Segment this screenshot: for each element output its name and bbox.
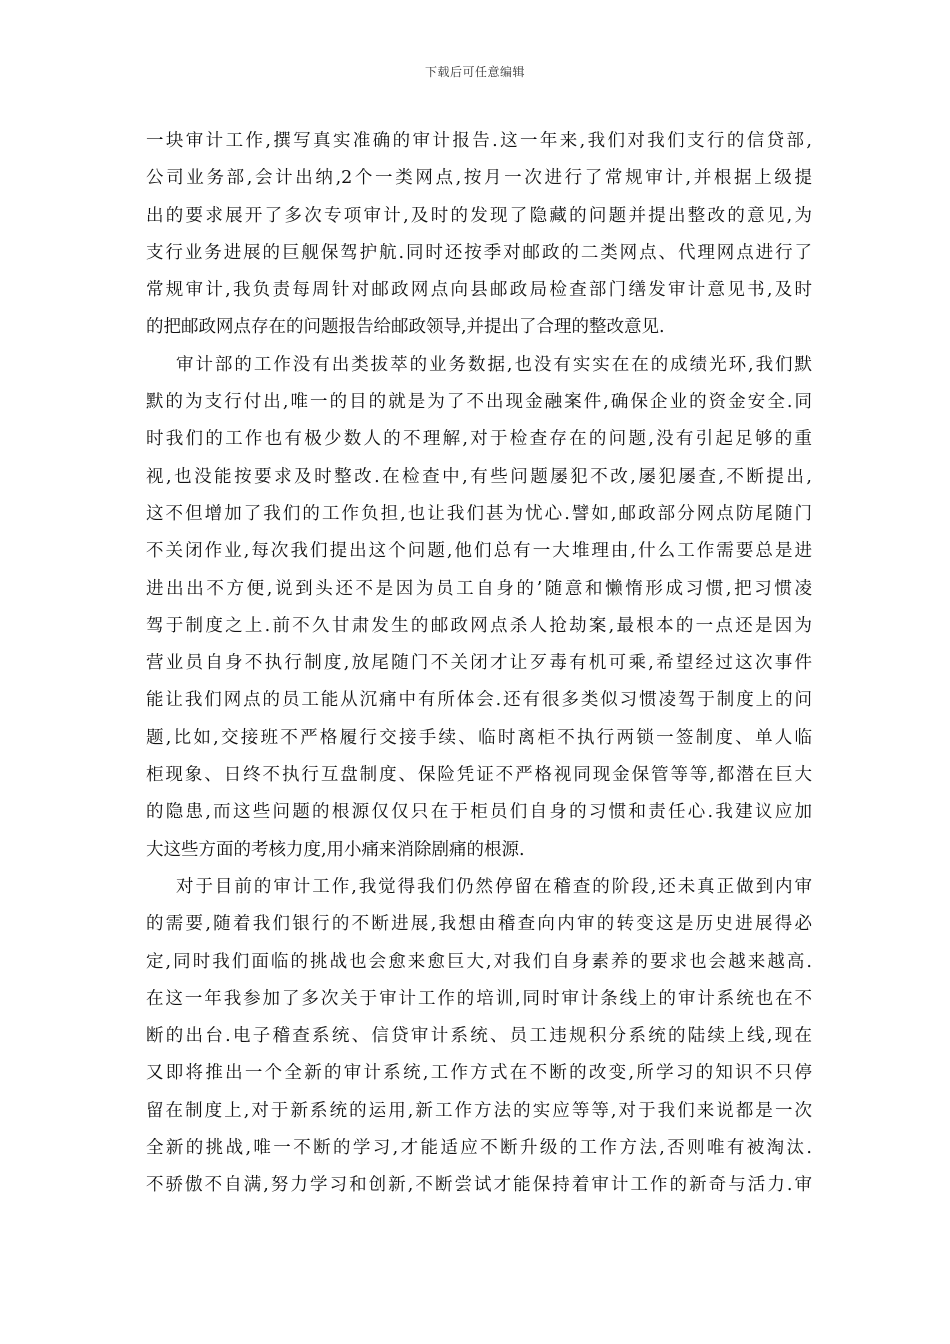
document-body — [146, 123, 812, 1205]
text-line: 的把邮政网点存在的问题报告给邮政领导,并提出了合理的整改意见. — [146, 317, 665, 338]
paragraph-3 — [146, 869, 812, 1205]
text-line: 进出出不方便,说到头还不是因为员工自身的’随意和懒惰形成习惯,把习惯凌 — [146, 578, 812, 599]
text-line: 视,也没能按要求及时整改.在检查中,有些问题屡犯不改,屡犯屡查,不断提出, — [146, 466, 812, 487]
text-line: 时我们的工作也有极少数人的不理解,对于检查存在的问题,没有引起足够的重 — [146, 429, 812, 450]
text-line: 定,同时我们面临的挑战也会愈来愈巨大,对我们自身素养的要求也会越来越高. — [146, 951, 812, 972]
text-line: 营业员自身不执行制度,放尾随门不关闭才让歹毒有机可乘,希望经过这次事件 — [146, 653, 812, 674]
text-line: 一块审计工作,撰写真实准确的审计报告.这一年来,我们对我们支行的信贷部, — [146, 131, 812, 151]
text-line: 的需要,随着我们银行的不断进展,我想由稽查向内审的转变这是历史进展得必 — [146, 914, 812, 935]
paragraph-2 — [146, 347, 812, 869]
text-line: 支行业务进展的巨舰保驾护航.同时还按季对邮政的二类网点、代理网点进行了 — [146, 242, 812, 263]
text-line: 这不但增加了我们的工作负担,也让我们甚为忧心.譬如,邮政部分网点防尾随门 — [146, 503, 812, 524]
text-line: 柜现象、日终不执行互盘制度、保险凭证不严格视同现金保管等等,都潜在巨大 — [146, 765, 812, 786]
text-line: 对于目前的审计工作,我觉得我们仍然停留在稽查的阶段,还未真正做到内审 — [176, 876, 812, 897]
text-line: 默的为支行付出,唯一的目的就是为了不出现金融案件,确保企业的资金安全.同 — [146, 392, 812, 413]
text-line: 断的出台.电子稽查系统、信贷审计系统、员工违规积分系统的陆续上线,现在 — [146, 1026, 812, 1047]
text-line: 在这一年我参加了多次关于审计工作的培训,同时审计条线上的审计系统也在不 — [146, 988, 812, 1009]
text-line: 公司业务部,会计出纳,2个一类网点,按月一次进行了常规审计,并根据上级提 — [146, 168, 812, 189]
text-line: 审计部的工作没有出类拔萃的业务数据,也没有实实在在的成绩光环,我们默 — [176, 354, 812, 375]
text-line: 不骄傲不自满,努力学习和创新,不断尝试才能保持着审计工作的新奇与活力.审 — [146, 1175, 812, 1196]
text-line: 出的要求展开了多次专项审计,及时的发现了隐藏的问题并提出整改的意见,为 — [146, 205, 812, 226]
text-line: 能让我们网点的员工能从沉痛中有所体会.还有很多类似习惯凌驾于制度上的问 — [146, 690, 812, 711]
text-line: 题,比如,交接班不严格履行交接手续、临时离柜不执行两锁一签制度、单人临 — [146, 727, 812, 748]
page-header: 下载后可任意编辑 — [424, 65, 525, 79]
text-line: 又即将推出一个全新的审计系统,工作方式在不断的改变,所学习的知识不只停 — [146, 1063, 812, 1084]
text-line: 驾于制度之上.前不久甘肃发生的邮政网点杀人抢劫案,最根本的一点还是因为 — [146, 615, 812, 636]
text-line: 常规审计,我负责每周针对邮政网点向县邮政局检查部门缮发审计意见书,及时 — [146, 280, 812, 301]
text-line: 全新的挑战,唯一不断的学习,才能适应不断升级的工作方法,否则唯有被淘汰. — [146, 1138, 812, 1159]
text-line: 大这些方面的考核力度,用小痛来消除剧痛的根源. — [146, 839, 525, 860]
text-line: 不关闭作业,每次我们提出这个问题,他们总有一大堆理由,什么工作需要总是进 — [146, 541, 812, 562]
text-line: 的隐患,而这些问题的根源仅仅只在于柜员们自身的习惯和责任心.我建议应加 — [146, 802, 812, 823]
text-line: 留在制度上,对于新系统的运用,新工作方法的实应等等,对于我们来说都是一次 — [146, 1100, 812, 1121]
paragraph-1 — [146, 123, 812, 347]
